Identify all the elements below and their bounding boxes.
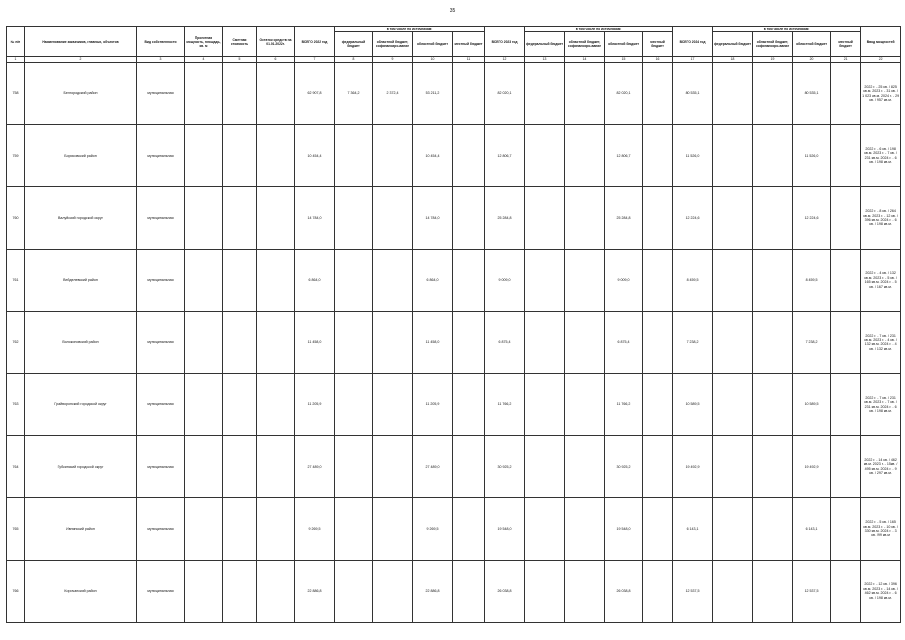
header-regional-2022: областной бюджет	[413, 32, 453, 57]
remainder-cell	[257, 63, 295, 125]
regional-cofin-2022: 2 372,4	[373, 63, 413, 125]
ownership: муниципальная	[137, 373, 185, 435]
district-name: Вейделевский район	[25, 249, 137, 311]
local-2023	[643, 373, 673, 435]
regional-2023: 25 284,8	[605, 187, 643, 249]
capacity-input: 2022 г. - 8 кв. / 264 кв.м. 2023 г. - 12 кв. / 396 кв.м. 2024 г. - 6 кв. / 198 кв.м.	[861, 187, 901, 249]
regional-cofin-2023	[565, 373, 605, 435]
total-2024: 8 459,5	[673, 249, 713, 311]
capacity-input: 2022 г. - 14 кв. / 462 кв.м. 2023 г. - 15кв. / 495 кв.м. 2024 г. - 9 кв. / 297 кв.м.	[861, 436, 901, 498]
total-2022: 62 907,8	[295, 63, 335, 125]
remainder-cell	[257, 249, 295, 311]
header-num: № п/п	[7, 27, 25, 57]
ownership: муниципальная	[137, 125, 185, 187]
total-2024: 11 526,0	[673, 125, 713, 187]
header-sources-2022: в том числе по источникам:	[335, 27, 485, 32]
total-2022: 27 489,0	[295, 436, 335, 498]
regional-2023: 19 548,0	[605, 498, 643, 560]
capacity-cell	[185, 373, 223, 435]
total-2024: 7 238,2	[673, 311, 713, 373]
regional-2024: 12 537,5	[793, 560, 831, 622]
local-2022	[453, 125, 485, 187]
local-2023	[643, 187, 673, 249]
column-number: 1	[7, 57, 25, 63]
local-2022	[453, 498, 485, 560]
regional-cofin-2022	[373, 249, 413, 311]
header-total-2024: ВСЕГО 2024 год	[673, 27, 713, 57]
regional-2022: 14 784,0	[413, 187, 453, 249]
header-regional-2023: областной бюджет	[605, 32, 643, 57]
total-2024: 6 143,1	[673, 498, 713, 560]
local-2023	[643, 560, 673, 622]
row-number: 766	[7, 560, 25, 622]
regional-2024: 7 238,2	[793, 311, 831, 373]
regional-cofin-2023	[565, 125, 605, 187]
local-2024	[831, 187, 861, 249]
remainder-cell	[257, 125, 295, 187]
ownership: муниципальная	[137, 311, 185, 373]
federal-2024	[713, 436, 753, 498]
total-2022: 11 458,0	[295, 311, 335, 373]
column-number: 16	[643, 57, 673, 63]
federal-2024	[713, 249, 753, 311]
local-2024	[831, 373, 861, 435]
local-2023	[643, 311, 673, 373]
total-2023: 11 766,2	[485, 373, 525, 435]
total-2024: 80 535,1	[673, 63, 713, 125]
column-number: 19	[753, 57, 793, 63]
estimate-cell	[223, 311, 257, 373]
remainder-cell	[257, 187, 295, 249]
regional-cofin-2022	[373, 560, 413, 622]
regional-cofin-2023	[565, 63, 605, 125]
header-regional-cofin-2024: областной бюджет, софинансиро-вание	[753, 32, 793, 57]
row-number: 765	[7, 498, 25, 560]
total-2022: 11 205,9	[295, 373, 335, 435]
ownership: муниципальная	[137, 63, 185, 125]
regional-2023: 6 875,4	[605, 311, 643, 373]
regional-2024: 19 492,9	[793, 436, 831, 498]
federal-2022	[335, 373, 373, 435]
capacity-cell	[185, 436, 223, 498]
total-2023: 25 284,8	[485, 187, 525, 249]
local-2022	[453, 249, 485, 311]
column-number: 9	[373, 57, 413, 63]
row-number: 758	[7, 63, 25, 125]
total-2024: 10 589,5	[673, 373, 713, 435]
regional-cofin-2022	[373, 373, 413, 435]
header-total-2023: ВСЕГО 2023 год	[485, 27, 525, 57]
capacity-input: 2022 г. - 7 кв. / 231 кв.м. 2023 г. - 7 кв. / 231 кв.м. 2024 г. - 6 кв. / 198 кв.м.	[861, 373, 901, 435]
capacity-input: 2022 г. - 5 кв. / 165 кв.м. 2023 г. - 10 кв. / 330 кв.м. 2024 г. - 3 кв. /99 кв.м	[861, 498, 901, 560]
capacity-input: 2022 г. - 7 кв. / 231 кв.м. 2023 г. - 4 кв. / 132 кв.м. 2024 г. - 4 кв. / 132 кв.м.	[861, 311, 901, 373]
local-2022	[453, 187, 485, 249]
regional-cofin-2023	[565, 311, 605, 373]
federal-2022: 7 364,2	[335, 63, 373, 125]
local-2022	[453, 436, 485, 498]
federal-2024	[713, 125, 753, 187]
total-2024: 12 224,6	[673, 187, 713, 249]
column-number: 3	[137, 57, 185, 63]
regional-2022: 27 489,0	[413, 436, 453, 498]
capacity-cell	[185, 125, 223, 187]
federal-2023	[525, 560, 565, 622]
local-2023	[643, 498, 673, 560]
federal-2022	[335, 311, 373, 373]
regional-2022: 6 864,0	[413, 249, 453, 311]
local-2023	[643, 436, 673, 498]
remainder-cell	[257, 498, 295, 560]
capacity-cell	[185, 187, 223, 249]
federal-2023	[525, 125, 565, 187]
column-number: 10	[413, 57, 453, 63]
ownership: муниципальная	[137, 498, 185, 560]
local-2022	[453, 373, 485, 435]
ownership: муниципальная	[137, 436, 185, 498]
ownership: муниципальная	[137, 560, 185, 622]
capacity-cell	[185, 63, 223, 125]
federal-2022	[335, 498, 373, 560]
regional-2023: 26 038,8	[605, 560, 643, 622]
regional-cofin-2024	[753, 63, 793, 125]
capacity-input: 2022 г. - 12 кв. / 396 кв.м. 2023 г. - 14 кв. / 462 кв.м. 2024 г. - 6 кв. / 198 кв.м.	[861, 560, 901, 622]
table-row	[7, 498, 901, 560]
capacity-input: 2022 г. - 4 кв. / 132 кв.м. 2023 г. - 5 кв. / 165 кв.м. 2024 г. - 5 кв. / 167 кв.м.	[861, 249, 901, 311]
regional-2022: 11 458,0	[413, 311, 453, 373]
federal-2023	[525, 311, 565, 373]
district-name: Волоконовский район	[25, 311, 137, 373]
local-2024	[831, 436, 861, 498]
regional-2022: 22 886,8	[413, 560, 453, 622]
capacity-input: 2022 г. - 25 кв. / 825 кв.м. 2023 г. - 31 кв. / 1 023 кв.м. 2024 г. - 29 кв. / 957 кв.м.	[861, 63, 901, 125]
table-row	[7, 63, 901, 125]
header-capacity: Проектная мощность, площадь, кв. м	[185, 27, 223, 57]
local-2022	[453, 560, 485, 622]
federal-2023	[525, 187, 565, 249]
investment-table	[6, 26, 901, 623]
district-name: Ивнянский район	[25, 498, 137, 560]
header-sources-2024: в том числе по источникам:	[713, 27, 861, 32]
column-number: 8	[335, 57, 373, 63]
local-2024	[831, 560, 861, 622]
regional-cofin-2023	[565, 436, 605, 498]
regional-cofin-2024	[753, 187, 793, 249]
header-regional-cofin-2022: областной бюджет, софинансиро-вание	[373, 32, 413, 57]
header-ownership: Вид собственности	[137, 27, 185, 57]
local-2024	[831, 125, 861, 187]
federal-2023	[525, 249, 565, 311]
row-number: 760	[7, 187, 25, 249]
regional-2024: 6 143,1	[793, 498, 831, 560]
regional-cofin-2022	[373, 187, 413, 249]
row-number: 762	[7, 311, 25, 373]
estimate-cell	[223, 498, 257, 560]
local-2023	[643, 63, 673, 125]
estimate-cell	[223, 436, 257, 498]
column-number: 7	[295, 57, 335, 63]
header-regional-2024: областной бюджет	[793, 32, 831, 57]
local-2023	[643, 249, 673, 311]
federal-2024	[713, 187, 753, 249]
local-2024	[831, 498, 861, 560]
local-2022	[453, 63, 485, 125]
column-number: 4	[185, 57, 223, 63]
district-name: Корочанский район	[25, 560, 137, 622]
column-number: 21	[831, 57, 861, 63]
header-estimate: Сметная стоимость	[223, 27, 257, 57]
regional-cofin-2022	[373, 311, 413, 373]
regional-cofin-2023	[565, 560, 605, 622]
table-row	[7, 249, 901, 311]
district-name: Борисовский район	[25, 125, 137, 187]
federal-2024	[713, 63, 753, 125]
table-row	[7, 187, 901, 249]
column-number: 11	[453, 57, 485, 63]
local-2024	[831, 63, 861, 125]
table-row	[7, 436, 901, 498]
total-2023: 9 009,0	[485, 249, 525, 311]
regional-cofin-2022	[373, 125, 413, 187]
total-2023: 12 806,7	[485, 125, 525, 187]
table-row	[7, 560, 901, 622]
local-2024	[831, 311, 861, 373]
remainder-cell	[257, 311, 295, 373]
federal-2024	[713, 560, 753, 622]
header-federal-2022: федеральный бюджет	[335, 32, 373, 57]
row-number: 759	[7, 125, 25, 187]
header-federal-2023: федеральный бюджет	[525, 32, 565, 57]
district-name: Губкинский городской округ	[25, 436, 137, 498]
regional-2024: 80 535,1	[793, 63, 831, 125]
regional-2023: 82 020,1	[605, 63, 643, 125]
regional-cofin-2024	[753, 311, 793, 373]
federal-2022	[335, 436, 373, 498]
remainder-cell	[257, 560, 295, 622]
row-number: 763	[7, 373, 25, 435]
regional-cofin-2024	[753, 373, 793, 435]
header-local-2024: местный бюджет	[831, 32, 861, 57]
regional-cofin-2024	[753, 560, 793, 622]
remainder-cell	[257, 436, 295, 498]
header-local-2023: местный бюджет	[643, 32, 673, 57]
federal-2023	[525, 498, 565, 560]
federal-2022	[335, 560, 373, 622]
estimate-cell	[223, 373, 257, 435]
federal-2024	[713, 373, 753, 435]
column-number: 20	[793, 57, 831, 63]
local-2023	[643, 125, 673, 187]
column-number: 22	[861, 57, 901, 63]
total-2024: 12 537,5	[673, 560, 713, 622]
header-total-2022: ВСЕГО 2022 год	[295, 27, 335, 57]
row-number: 761	[7, 249, 25, 311]
column-number: 5	[223, 57, 257, 63]
total-2022: 10 454,4	[295, 125, 335, 187]
column-number: 12	[485, 57, 525, 63]
header-local-2022: местный бюджет	[453, 32, 485, 57]
federal-2023	[525, 373, 565, 435]
regional-2023: 30 925,2	[605, 436, 643, 498]
total-2022: 9 269,5	[295, 498, 335, 560]
header-sources-2023: в том числе по источникам:	[525, 27, 673, 32]
capacity-cell	[185, 560, 223, 622]
regional-2022: 10 454,4	[413, 125, 453, 187]
district-name: Белгородский район	[25, 63, 137, 125]
regional-2024: 10 589,5	[793, 373, 831, 435]
estimate-cell	[223, 560, 257, 622]
header-remainder: Остаток средств на 01.01.2022г.	[257, 27, 295, 57]
estimate-cell	[223, 125, 257, 187]
district-name: Грайворонский городской округ	[25, 373, 137, 435]
header-cap-input: Ввод мощностей	[861, 27, 901, 57]
regional-2022: 9 269,5	[413, 498, 453, 560]
table-body	[7, 63, 901, 623]
regional-cofin-2023	[565, 498, 605, 560]
regional-cofin-2024	[753, 249, 793, 311]
header-name: Наименование заказчиков, главных, объектов	[25, 27, 137, 57]
regional-2023: 9 009,0	[605, 249, 643, 311]
total-2023: 30 925,2	[485, 436, 525, 498]
district-name: Валуйский городской округ	[25, 187, 137, 249]
column-number: 2	[25, 57, 137, 63]
federal-2023	[525, 63, 565, 125]
capacity-cell	[185, 311, 223, 373]
regional-cofin-2023	[565, 187, 605, 249]
regional-cofin-2024	[753, 436, 793, 498]
page-number: 35	[449, 8, 456, 14]
local-2024	[831, 249, 861, 311]
regional-cofin-2024	[753, 498, 793, 560]
regional-2024: 11 526,0	[793, 125, 831, 187]
table-row	[7, 125, 901, 187]
header-regional-cofin-2023: областной бюджет, софинансиро-вание	[565, 32, 605, 57]
estimate-cell	[223, 187, 257, 249]
regional-2022: 53 211,2	[413, 63, 453, 125]
remainder-cell	[257, 373, 295, 435]
regional-2024: 8 459,5	[793, 249, 831, 311]
total-2022: 6 864,0	[295, 249, 335, 311]
federal-2022	[335, 249, 373, 311]
capacity-cell	[185, 249, 223, 311]
total-2023: 26 038,8	[485, 560, 525, 622]
regional-2024: 12 224,6	[793, 187, 831, 249]
total-2022: 14 784,0	[295, 187, 335, 249]
regional-cofin-2022	[373, 436, 413, 498]
table-row	[7, 373, 901, 435]
regional-2023: 11 766,2	[605, 373, 643, 435]
ownership: муниципальная	[137, 187, 185, 249]
total-2023: 6 875,4	[485, 311, 525, 373]
estimate-cell	[223, 63, 257, 125]
column-number: 17	[673, 57, 713, 63]
total-2023: 19 548,0	[485, 498, 525, 560]
federal-2024	[713, 498, 753, 560]
total-2023: 82 020,1	[485, 63, 525, 125]
federal-2022	[335, 187, 373, 249]
regional-cofin-2023	[565, 249, 605, 311]
federal-2023	[525, 436, 565, 498]
ownership: муниципальная	[137, 249, 185, 311]
header-federal-2024: федеральный бюджет	[713, 32, 753, 57]
estimate-cell	[223, 249, 257, 311]
total-2022: 22 886,8	[295, 560, 335, 622]
column-number: 6	[257, 57, 295, 63]
column-number: 15	[605, 57, 643, 63]
regional-2023: 12 806,7	[605, 125, 643, 187]
column-number: 13	[525, 57, 565, 63]
capacity-input: 2022 г. - 6 кв. / 198 кв.м. 2023 г. - 7 кв. / 231 кв.м. 2024 г. - 6 кв. / 198 кв.м.	[861, 125, 901, 187]
federal-2022	[335, 125, 373, 187]
table-row	[7, 311, 901, 373]
local-2022	[453, 311, 485, 373]
column-number: 18	[713, 57, 753, 63]
regional-2022: 11 205,9	[413, 373, 453, 435]
column-number: 14	[565, 57, 605, 63]
total-2024: 19 492,9	[673, 436, 713, 498]
federal-2024	[713, 311, 753, 373]
row-number: 764	[7, 436, 25, 498]
regional-cofin-2024	[753, 125, 793, 187]
regional-cofin-2022	[373, 498, 413, 560]
capacity-cell	[185, 498, 223, 560]
